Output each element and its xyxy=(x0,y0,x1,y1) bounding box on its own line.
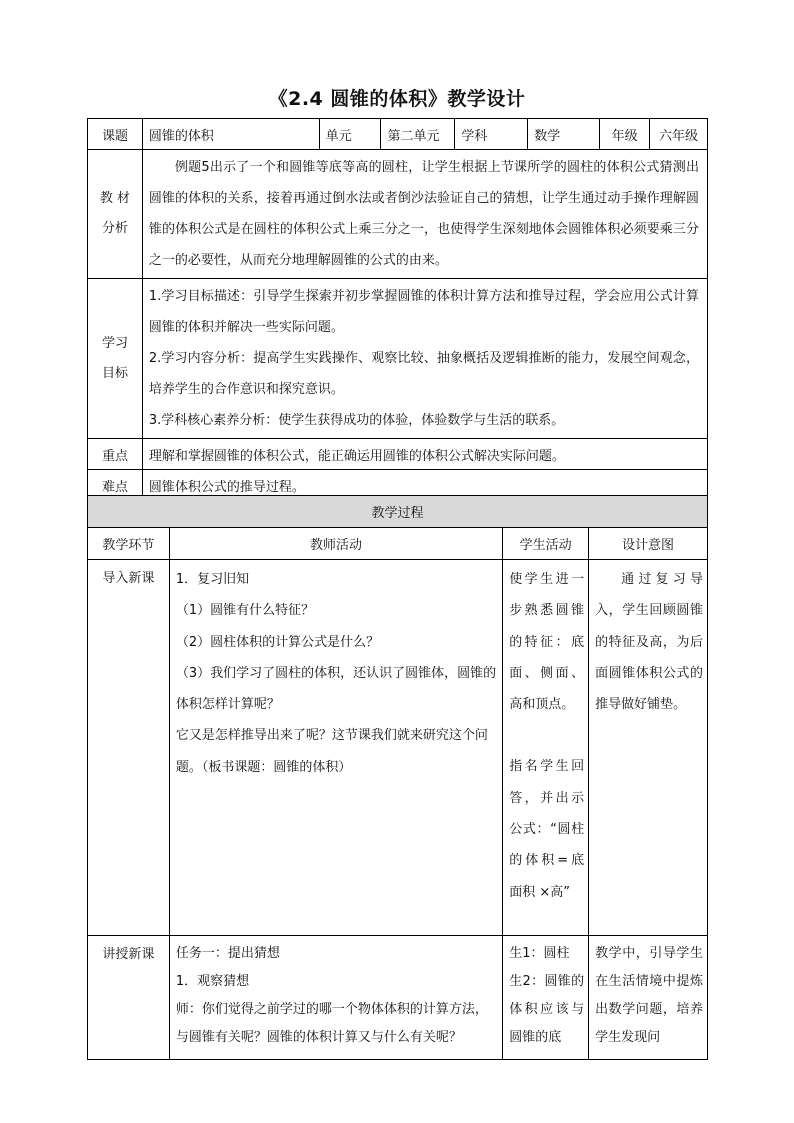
lesson-value: 圆锥的体积 xyxy=(142,119,319,150)
material-row xyxy=(88,150,708,279)
teacher-new-line-1: 任务一：提出猜想 xyxy=(175,946,280,961)
student-new-line-1: 生1：圆柱 xyxy=(509,946,570,961)
teacher-new-line-2: 1．观察猜想 xyxy=(175,974,250,989)
stage-intro: 导入新课 xyxy=(88,560,170,936)
header-row xyxy=(88,119,708,150)
student-intro-line-1: 使学生进一步熟悉圆锥的特征：底面、侧面、高和顶点。 xyxy=(509,572,585,713)
goal-item-1: 1.学习目标描述：引导学生探索并初步掌握圆锥的体积计算方法和推导过程，学会应用公式计算圆锥的体积并解决一些实际问题。 xyxy=(148,289,699,335)
intent-new xyxy=(589,936,708,1060)
process-row-new xyxy=(88,936,708,1060)
subject-label: 学科 xyxy=(455,119,528,150)
material-content xyxy=(142,150,707,279)
material-label xyxy=(88,150,143,279)
subject-value: 数学 xyxy=(528,119,600,150)
teacher-intro xyxy=(169,560,502,936)
process-table xyxy=(87,495,708,1060)
process-columns-row xyxy=(88,528,708,560)
column-student: 学生活动 xyxy=(503,528,589,560)
unit-label: 单元 xyxy=(319,119,381,150)
unit-value: 第二单元 xyxy=(381,119,455,150)
grade-value: 六年级 xyxy=(650,119,708,150)
student-intro-gap xyxy=(509,720,584,751)
intent-intro-text: 通过复习导入，学生回顾圆锥的特征及高，为后面圆锥体积公式的推导做好铺垫。 xyxy=(595,572,703,713)
material-label-line-1: 教 材 xyxy=(99,191,131,206)
teacher-intro-line-4: （3）我们学习了圆柱的体积，还认识了圆锥体，圆锥的体积怎样计算呢？ xyxy=(175,665,497,713)
intent-intro xyxy=(589,560,708,936)
goals-label-line-1: 学习 xyxy=(101,335,128,351)
grade-label: 年级 xyxy=(600,119,650,150)
teacher-intro-line-1: 1．复习旧知 xyxy=(175,572,250,587)
goals-label xyxy=(88,279,143,439)
student-intro xyxy=(503,560,589,936)
student-new-line-2: 生2：圆锥的体积应该与圆锥的底 xyxy=(509,974,585,1045)
goals-label-line-2: 目标 xyxy=(101,365,128,381)
student-intro-line-2: 指名学生回答，并出示公式：“圆柱的体积=底面积 ×高” xyxy=(509,759,585,900)
process-row-intro xyxy=(88,560,708,936)
key-point-text: 理解和掌握圆锥的体积公式，能正确运用圆锥的体积公式解决实际问题。 xyxy=(142,439,707,470)
teacher-intro-line-5: 它又是怎样推导出来了呢？这节课我们就来研究这个问题。（板书课题：圆锥的体积） xyxy=(175,728,488,775)
goal-item-3: 3.学科核心素养分析：使学生获得成功的体验，体验数学与生活的联系。 xyxy=(148,413,565,428)
lesson-label: 课题 xyxy=(88,119,143,150)
column-intent: 设计意图 xyxy=(589,528,708,560)
column-teacher: 教师活动 xyxy=(169,528,502,560)
difficulty-text: 圆锥体积公式的推导过程。 xyxy=(142,470,707,501)
material-label-line-2: 分析 xyxy=(101,221,128,236)
teacher-new-line-3: 师：你们觉得之前学过的哪一个物体体积的计算方法，与圆锥有关呢？圆锥的体积计算又与什么有关呢？ xyxy=(175,1002,488,1045)
goals-content xyxy=(142,279,707,439)
stage-new: 讲授新课 xyxy=(88,936,170,1060)
overview-table xyxy=(87,118,708,501)
key-point-label: 重点 xyxy=(88,439,143,470)
column-stage: 教学环节 xyxy=(88,528,170,560)
key-point-row xyxy=(88,439,708,470)
document-title: 《2.4 圆锥的体积》教学设计 xyxy=(268,88,526,110)
goal-item-2: 2.学习内容分析：提高学生实践操作、观察比较、抽象概括及逻辑推断的能力，发展空间观念，培养学生的合作意识和探究意识。 xyxy=(148,351,699,397)
teacher-intro-line-2: （1）圆锥有什么特征？ xyxy=(175,603,315,619)
student-new xyxy=(503,936,589,1060)
material-text: 例题5出示了一个和圆锥等底等高的圆柱，让学生根据上节课所学的圆柱的体积公式猜测出圆锥的体积的关系，接着再通过倒水法或者倒沙法验证自己的猜想，让学生通过动手操作理解圆锥的体积公式是在圆柱的体积公式上乘三分之一，也使得学生深刻地体会圆锥体积必须要乘三分之一的必要性，从而充分地理解圆锥的公式的由来。 xyxy=(148,160,699,268)
difficulty-label: 难点 xyxy=(88,470,143,501)
process-heading-row xyxy=(88,496,708,528)
process-heading: 教学过程 xyxy=(88,496,708,528)
intent-new-text: 教学中，引导学生在生活情境中提炼出数学问题，培养学生发现问 xyxy=(595,946,703,1045)
teacher-intro-line-3: （2）圆柱体积的计算公式是什么？ xyxy=(175,634,380,650)
teacher-new xyxy=(169,936,502,1060)
goals-row xyxy=(88,279,708,439)
